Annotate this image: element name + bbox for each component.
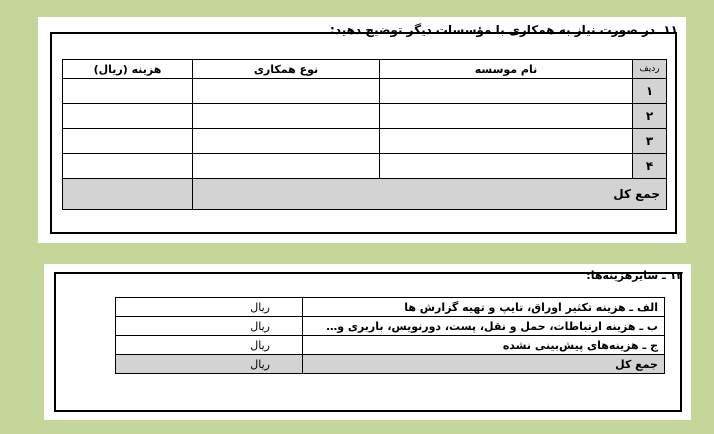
total-row <box>116 355 665 374</box>
cost-cell[interactable] <box>63 104 193 129</box>
row-number: ۳ <box>633 129 667 154</box>
table-row <box>116 298 665 317</box>
total-cost-cell[interactable] <box>63 179 193 210</box>
table-row <box>63 154 667 179</box>
cost-cell[interactable] <box>63 129 193 154</box>
table-header-row <box>63 60 667 79</box>
institution-cell[interactable] <box>380 129 633 154</box>
header-cost: هزینه (ریال) <box>63 60 193 79</box>
cooperation-panel <box>38 17 686 243</box>
section-11-title: ۱۱ـ در صورت نیاز به همکاری با مؤسسات دیگر توضیح دهید: <box>330 23 678 37</box>
table-row <box>63 104 667 129</box>
cost-item-unit[interactable]: ریال <box>116 298 303 317</box>
table-row <box>63 79 667 104</box>
cooperation-cell[interactable] <box>193 154 380 179</box>
cost-item-unit[interactable]: ریال <box>116 336 303 355</box>
total-label: جمع کل <box>193 179 667 210</box>
cooperation-cell[interactable] <box>193 104 380 129</box>
row-number: ۴ <box>633 154 667 179</box>
institution-cell[interactable] <box>380 104 633 129</box>
other-costs-table <box>115 297 665 374</box>
total-unit[interactable]: ریال <box>116 355 303 374</box>
cost-cell[interactable] <box>63 79 193 104</box>
table-row <box>116 317 665 336</box>
cooperation-cell[interactable] <box>193 79 380 104</box>
section-12-title: ۱۲ ـ سایرهزینه‌ها: <box>586 269 683 282</box>
row-number: ۱ <box>633 79 667 104</box>
header-institution-name: نام موسسه <box>380 60 633 79</box>
cost-item-label: ب ـ هزینه ارتباطات، حمل و نقل، پست، دورنویس، باربری و… <box>303 317 665 336</box>
table-row <box>116 336 665 355</box>
institution-cell[interactable] <box>380 79 633 104</box>
cooperation-cell[interactable] <box>193 129 380 154</box>
cost-item-label: الف ـ هزینه تکثیر اوراق، تایپ و تهیه گزارش ها <box>303 298 665 317</box>
cost-cell[interactable] <box>63 154 193 179</box>
cost-item-label: ج ـ هزینه‌های پیش‌بینی نشده <box>303 336 665 355</box>
institution-cell[interactable] <box>380 154 633 179</box>
cooperation-table <box>62 59 667 210</box>
row-number: ۲ <box>633 104 667 129</box>
table-row <box>63 129 667 154</box>
cost-item-unit[interactable]: ریال <box>116 317 303 336</box>
total-row <box>63 179 667 210</box>
header-cooperation-type: نوع همکاری <box>193 60 380 79</box>
other-costs-panel <box>44 264 691 420</box>
header-row-number: ردیف <box>633 60 667 79</box>
total-label: جمع کل <box>303 355 665 374</box>
